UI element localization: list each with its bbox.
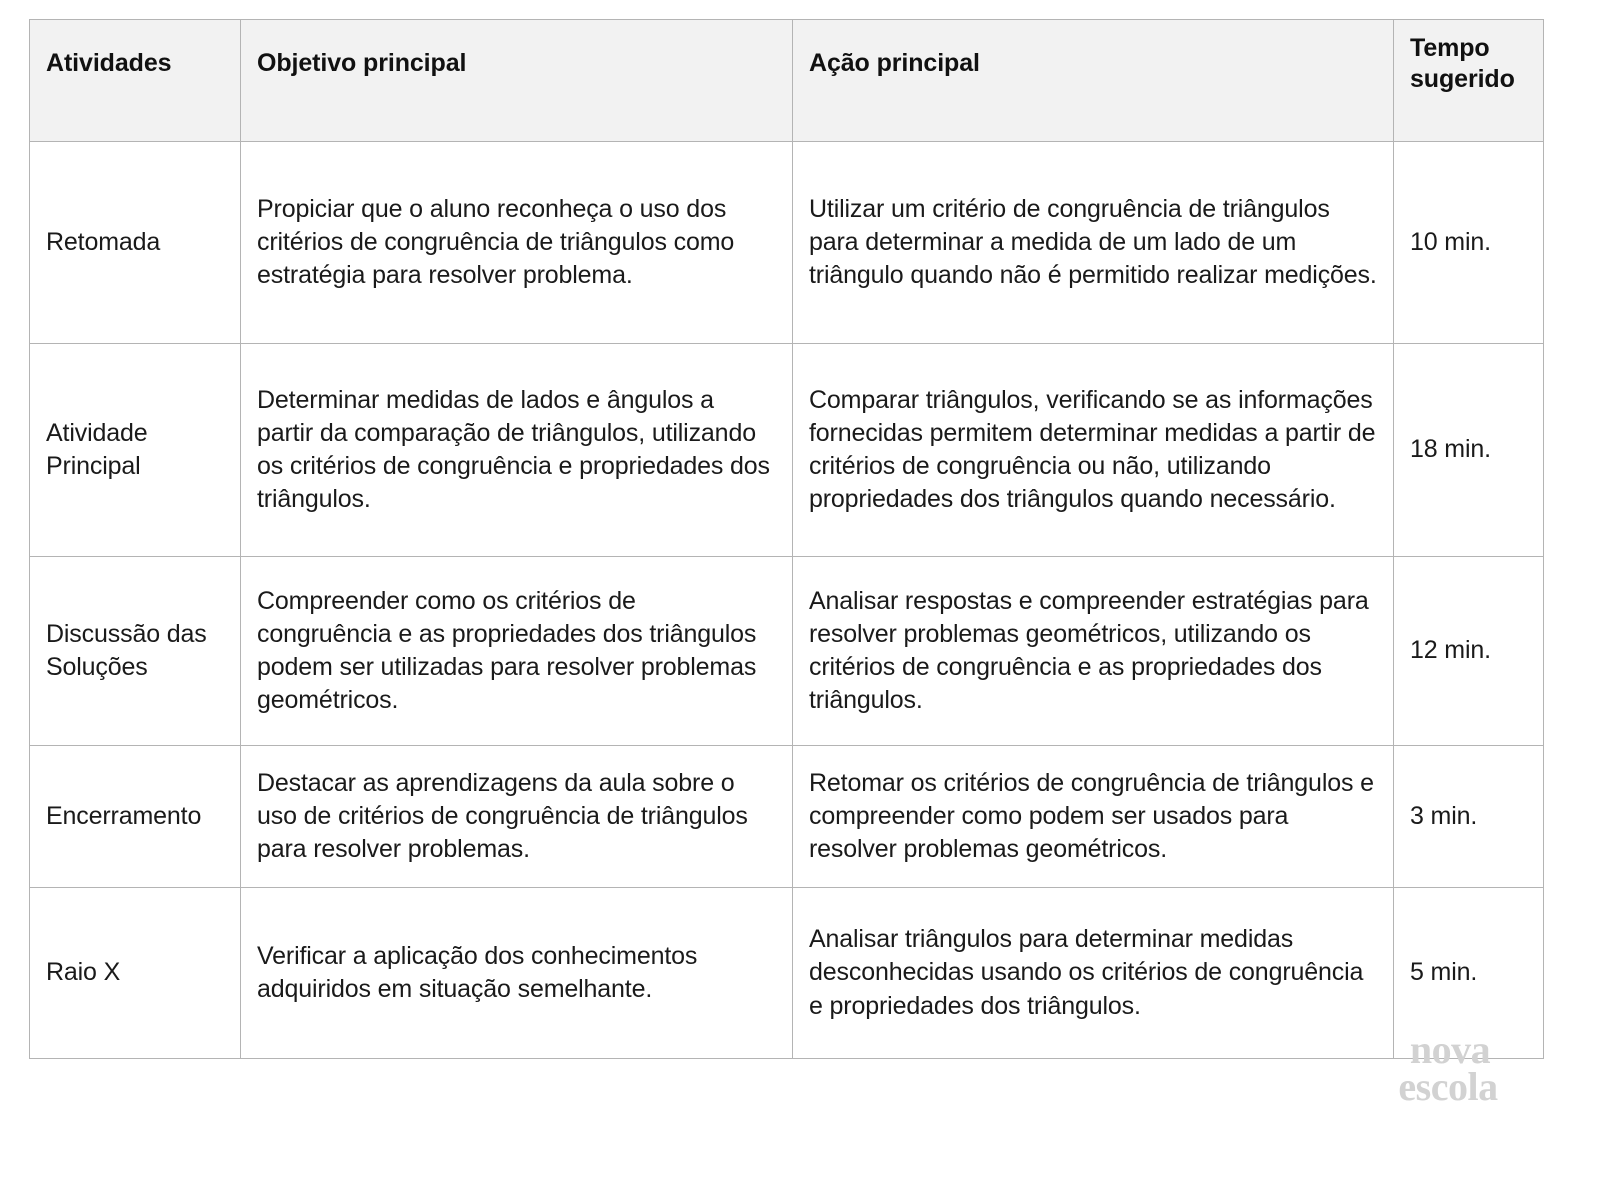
logo-line-escola: escola <box>1398 1063 1498 1109</box>
column-header-acao-principal-label: Ação principal <box>809 49 980 78</box>
table-row <box>30 746 1544 888</box>
nova-escola-logo <box>1368 1027 1528 1109</box>
cell-atividade: Encerramento <box>30 746 241 888</box>
cell-objetivo: Destacar as aprendizagens da aula sobre o uso de critérios de congruência de triângulos para resolver problemas. <box>241 746 793 888</box>
table-header <box>30 20 1544 142</box>
cell-atividade: Raio X <box>30 888 241 1059</box>
column-header-tempo-sugerido-label: Tempo sugerido <box>1410 34 1515 93</box>
cell-tempo: 12 min. <box>1394 557 1544 746</box>
column-header-objetivo-principal <box>241 20 793 142</box>
cell-tempo: 18 min. <box>1394 344 1544 557</box>
column-header-atividades-label: Atividades <box>46 49 172 78</box>
column-header-tempo-sugerido <box>1394 20 1544 142</box>
cell-acao: Analisar triângulos para determinar medidas desconhecidas usando os critérios de congruência e propriedades dos triângulos. <box>793 888 1394 1059</box>
cell-acao: Retomar os critérios de congruência de triângulos e compreender como podem ser usados para resolver problemas geométricos. <box>793 746 1394 888</box>
cell-acao: Comparar triângulos, verificando se as informações fornecidas permitem determinar medidas a partir de critérios de congruência ou não, utilizando propriedades dos triângulos quando necessário. <box>793 344 1394 557</box>
lesson-plan-table <box>29 19 1544 1059</box>
cell-objetivo: Compreender como os critérios de congruência e as propriedades dos triângulos podem ser utilizadas para resolver problemas geométricos. <box>241 557 793 746</box>
cell-atividade: Atividade Principal <box>30 344 241 557</box>
column-header-objetivo-principal-label: Objetivo principal <box>257 49 467 78</box>
table-row <box>30 888 1544 1059</box>
column-header-atividades <box>30 20 241 142</box>
column-header-acao-principal <box>793 20 1394 142</box>
table-row <box>30 142 1544 344</box>
cell-objetivo: Propiciar que o aluno reconheça o uso dos critérios de congruência de triângulos como estratégia para resolver problema. <box>241 142 793 344</box>
cell-acao: Analisar respostas e compreender estratégias para resolver problemas geométricos, utilizando os critérios de congruência e as propriedades dos triângulos. <box>793 557 1394 746</box>
cell-tempo: 10 min. <box>1394 142 1544 344</box>
cell-tempo: 5 min. <box>1394 888 1544 1059</box>
table-row <box>30 344 1544 557</box>
cell-atividade: Discussão das Soluções <box>30 557 241 746</box>
cell-tempo: 3 min. <box>1394 746 1544 888</box>
table-body <box>30 142 1544 1059</box>
cell-atividade: Retomada <box>30 142 241 344</box>
cell-acao: Utilizar um critério de congruência de triângulos para determinar a medida de um lado de um triângulo quando não é permitido realizar medições. <box>793 142 1394 344</box>
table-header-row <box>30 20 1544 142</box>
cell-objetivo: Verificar a aplicação dos conhecimentos adquiridos em situação semelhante. <box>241 888 793 1059</box>
logo-line-nova: nova <box>1409 1027 1491 1072</box>
cell-objetivo: Determinar medidas de lados e ângulos a partir da comparação de triângulos, utilizando os critérios de congruência e propriedades dos triângulos. <box>241 344 793 557</box>
table-row <box>30 557 1544 746</box>
